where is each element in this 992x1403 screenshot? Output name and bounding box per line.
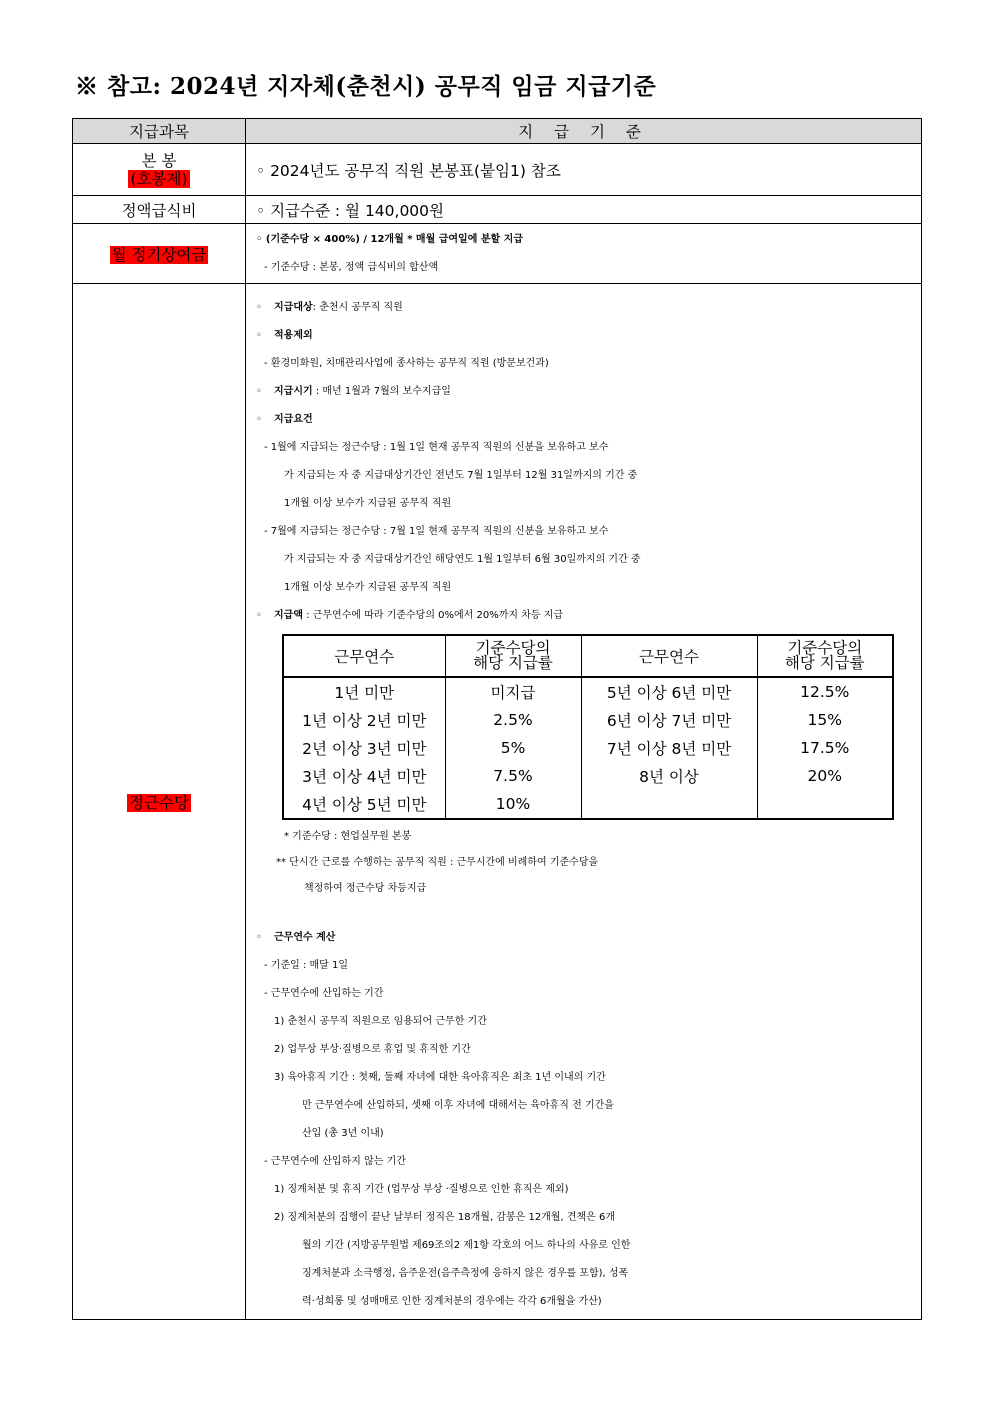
- requirement-jul-3: 1개월 이상 보수가 지급된 공무직 직원: [284, 582, 452, 593]
- rate-cell: 10%: [445, 790, 581, 819]
- bonbong-text: ◦ 2024년도 공무직 직원 본봉표(붙임1) 참조: [246, 144, 922, 196]
- table-row: [283, 790, 893, 819]
- years-cell: [581, 790, 757, 819]
- table-row: [283, 706, 893, 734]
- exclusion-text: - 환경미화원, 치매관리사업에 종사하는 공무직 직원 (방문보건과): [264, 358, 549, 369]
- calc-line-3: 1) 춘천시 공무직 직원으로 임용되어 근무한 기간: [274, 1016, 487, 1027]
- requirement-jul-1: - 7월에 지급되는 정근수당 : 7월 1일 현재 공무직 직원의 신분을 보유하고 보수: [264, 526, 609, 537]
- meal-label: 정액급식비: [73, 196, 246, 224]
- timing-text: : 매년 1월과 7월의 보수지급일: [312, 386, 451, 397]
- header-criteria: 지 급 기 준: [246, 119, 922, 144]
- calc-head: 근무연수 계산: [274, 932, 336, 943]
- seniority-label: 정근수당: [129, 793, 189, 812]
- rate-cell: 17.5%: [757, 734, 893, 762]
- row-bonbong: [73, 144, 922, 196]
- row-seniority: [73, 284, 922, 1320]
- table-row: [283, 677, 893, 706]
- wage-standard-table: [72, 118, 922, 1320]
- years-cell: 2년 이상 3년 미만: [283, 734, 445, 762]
- page-title: ※ 참고: 2024년 지자체(춘천시) 공무직 임금 지급기준: [75, 73, 657, 100]
- rate-cell: 20%: [757, 762, 893, 790]
- seniority-label-cell: [73, 284, 246, 1320]
- row-meal: [73, 196, 922, 224]
- requirement-jan-3: 1개월 이상 보수가 지급된 공무직 직원: [284, 498, 452, 509]
- calc-line-4: 2) 업무상 부상·질병으로 휴업 및 휴직한 기간: [274, 1044, 471, 1055]
- table-header-row: [73, 119, 922, 144]
- years-cell: 1년 이상 2년 미만: [283, 706, 445, 734]
- bonbong-label-cell: [73, 144, 246, 196]
- bonus-label: 월 정기상여금: [111, 245, 207, 264]
- amount-text: : 근무연수에 따라 기준수당의 0%에서 20%까지 차등 지급: [302, 610, 564, 621]
- calc-line-9: 1) 징계처분 및 휴직 기간 (업무상 부상 ·질병으로 인한 휴직은 제외): [274, 1184, 569, 1195]
- calc-line-7: 산입 (총 3년 이내): [302, 1128, 384, 1139]
- header-subject: 지급과목: [73, 119, 246, 144]
- rate-cell: 미지급: [445, 677, 581, 706]
- years-cell: 1년 미만: [283, 677, 445, 706]
- calc-line-10: 2) 징계처분의 집행이 끝난 날부터 정직은 18개월, 감봉은 12개월, 견책은 6개: [274, 1212, 616, 1223]
- bonbong-label: 본 봉: [141, 151, 177, 170]
- table-row: [283, 762, 893, 790]
- note-1: * 기준수당 : 현업실무원 본봉: [284, 831, 412, 842]
- calc-line-6: 만 근무연수에 산입하되, 셋째 이후 자녀에 대해서는 육아휴직 전 기간을: [302, 1100, 614, 1111]
- exclusion-head: 적용제외: [274, 330, 313, 341]
- rate-header-years-right: 근무연수: [581, 635, 757, 677]
- rate-cell: [757, 790, 893, 819]
- rate-header-years-left: 근무연수: [283, 635, 445, 677]
- target-text: : 춘천시 공무직 직원: [312, 302, 403, 313]
- calc-line-2: - 근무연수에 산입하는 기간: [264, 988, 384, 999]
- amount-head: 지급액: [274, 610, 303, 621]
- calc-line-5: 3) 육아휴직 기간 : 첫째, 둘째 자녀에 대한 육아휴직은 최초 1년 이내의 기간: [274, 1072, 606, 1083]
- calc-line-12: 징계처분과 소극행정, 음주운전(음주측정에 응하지 않은 경우를 포함), 성폭: [302, 1268, 629, 1279]
- table-row: [283, 734, 893, 762]
- rate-cell: 7.5%: [445, 762, 581, 790]
- rate-table-header: [283, 635, 893, 677]
- seniority-cell: ◦ 지급대상: 춘천시 공무직 직원 ◦ 적용제외 - 환경미화원, 치매관리사업에 종사하는 공무직 직원 (방문보건과) ◦ 지급시기 : 매년 1월과 7월의 보수지급일 ◦ 지급요건 - 1월에 지급되는 정근수당 : 1월 1일 현재 공무직 직원의 신분을 보유하고 보수 가 지급되는 자 중 지급대상기간인 전년도 7월 1일부터 12월 31일까지의 기간 중 1개월 이상 보수가 지급된 공무직 직원 - 7월에 지급되는 정근수당 : 7월 1일 현재 공무직 직원의 신분을 보유하고 보수 가 지급되는 자 중 지급대상기간인 해당연도 1월 1일부터 6월 30일까지의 기간 중 1개월 이상 보수가 지급된 공무직 직원 ◦ 지급액 : 근무연수에 따라 기준수당의 0%에서 20%까지 차등 지급 근무연수 기준수당의 해당 지급률 근무연수 기준수당의 해당 지급률 1년 미만 미지급 5년 이상 6년 미만 12.5% 1년 이상 2년 미만 2.5% 6년 이상 7년 미만 15% 2년 이상 3년 미만 5% 7년 이상 8년 미만 17.5% 3년 이상 4년 미만 7.5% 8년 이상 20% 4년 이상 5년 미만 10% * 기준수당 : 현업실무원 본봉 ** 단시간 근로를 수행하는 공무직 직원 : 근무시간에 비례하여 기준수당을 책정하여 정근수당 차등지급 ◦ 근무연수 계산 - 기준일 : 매달 1일 - 근무연수에 산입하는 기간 1) 춘천시 공무직 직원으로 임용되어 근무한 기간 2) 업무상 부상·질병으로 휴업 및 휴직한 기간 3) 육아휴직 기간 : 첫째, 둘째 자녀에 대한 육아휴직은 최초 1년 이내의 기간 만 근무연수에 산입하되, 셋째 이후 자녀에 대해서는 육아휴직 전 기간을 산입 (총 3년 이내) - 근무연수에 산입하지 않는 기간 1) 징계처분 및 휴직 기간 (업무상 부상 ·질병으로 인한 휴직은 제외) 2) 징계처분의 집행이 끝난 날부터 정직은 18개월, 감봉은 12개월, 견책은 6개 월의 기간 (지방공무원법 제69조의2 제1항 각호의 어느 하나의 사유로 인한 징계처분과 소극행정, 음주운전(음주측정에 응하지 않은 경우를 포함), 성폭 력·성희롱 및 성매매로 인한 징계처분의 경우에는 각각 6개월을 가산): [246, 284, 922, 1320]
- years-cell: 5년 이상 6년 미만: [581, 677, 757, 706]
- years-cell: 3년 이상 4년 미만: [283, 762, 445, 790]
- rate-cell: 2.5%: [445, 706, 581, 734]
- requirement-head: 지급요건: [274, 414, 313, 425]
- rate-header-rate-right: 기준수당의 해당 지급률: [757, 635, 893, 677]
- target-head: 지급대상: [274, 302, 313, 313]
- rate-header-rate-left: 기준수당의 해당 지급률: [445, 635, 581, 677]
- note-2: ** 단시간 근로를 수행하는 공무직 직원 : 근무시간에 비례하여 기준수당을: [276, 857, 599, 868]
- bonus-line1: ◦ (기준수당 × 400%) / 12개월 * 매월 급여일에 분할 지급: [256, 233, 523, 245]
- requirement-jan-1: - 1월에 지급되는 정근수당 : 1월 1일 현재 공무직 직원의 신분을 보유하고 보수: [264, 442, 609, 453]
- bonbong-sub-label: (호봉제): [130, 169, 188, 188]
- meal-text: ◦ 지급수준 : 월 140,000원: [246, 196, 922, 224]
- rate-cell: 5%: [445, 734, 581, 762]
- years-cell: 4년 이상 5년 미만: [283, 790, 445, 819]
- calc-line-1: - 기준일 : 매달 1일: [264, 960, 349, 971]
- note-3: 책정하여 정근수당 차등지급: [304, 883, 427, 894]
- rate-cell: 12.5%: [757, 677, 893, 706]
- row-bonus: [73, 224, 922, 284]
- years-cell: 8년 이상: [581, 762, 757, 790]
- requirement-jan-2: 가 지급되는 자 중 지급대상기간인 전년도 7월 1일부터 12월 31일까지의 기간 중: [284, 470, 638, 481]
- rate-cell: 15%: [757, 706, 893, 734]
- bonus-cell: [246, 224, 922, 284]
- timing-head: 지급시기: [274, 386, 313, 397]
- requirement-jul-2: 가 지급되는 자 중 지급대상기간인 해당연도 1월 1일부터 6월 30일까지의 기간 중: [284, 554, 641, 565]
- calc-line-8: - 근무연수에 산입하지 않는 기간: [264, 1156, 406, 1167]
- calc-line-11: 월의 기간 (지방공무원법 제69조의2 제1항 각호의 어느 하나의 사유로 인한: [302, 1240, 631, 1251]
- years-cell: 7년 이상 8년 미만: [581, 734, 757, 762]
- rate-table: [282, 634, 894, 820]
- bonus-line2: - 기준수당 : 본봉, 정액 급식비의 합산액: [264, 261, 439, 273]
- bonus-label-cell: [73, 224, 246, 284]
- calc-line-13: 력·성희롱 및 성매매로 인한 징계처분의 경우에는 각각 6개월을 가산): [302, 1296, 602, 1307]
- years-cell: 6년 이상 7년 미만: [581, 706, 757, 734]
